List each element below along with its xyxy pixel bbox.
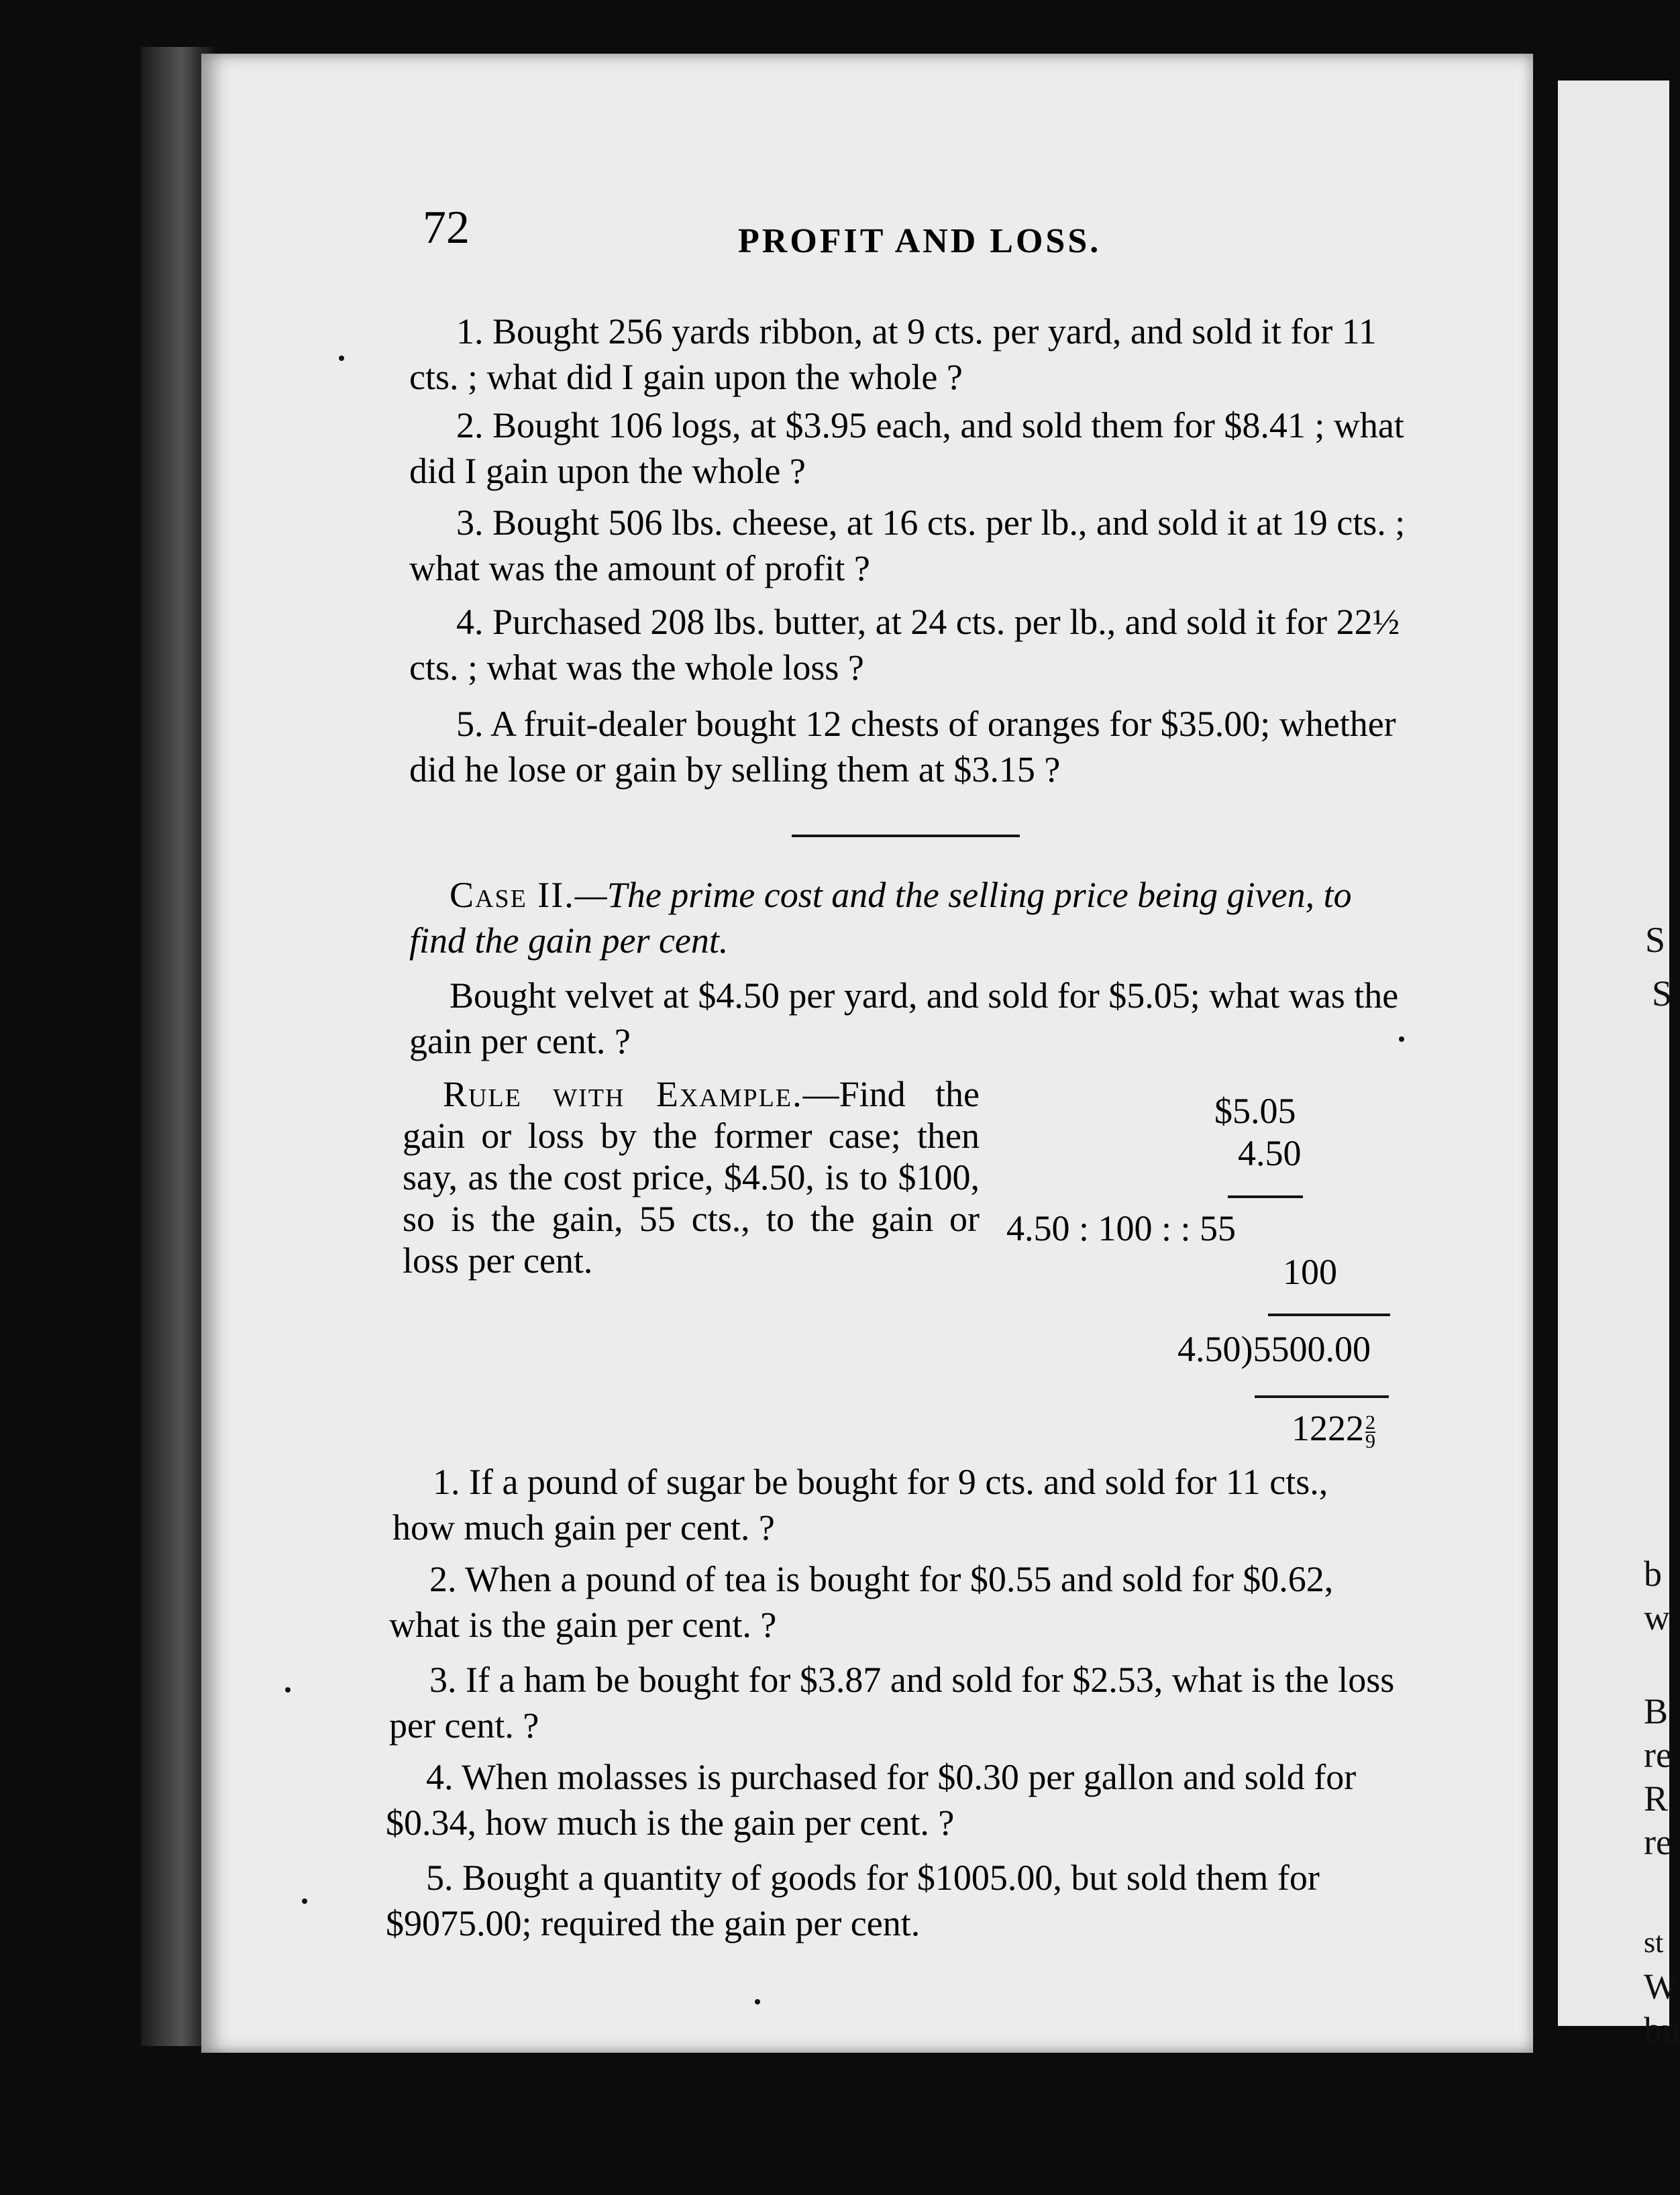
result-fraction	[1365, 1411, 1375, 1452]
division-result	[1292, 1407, 1375, 1450]
fraction-denominator: 9	[1365, 1430, 1375, 1452]
print-speck	[755, 1999, 760, 2004]
division-bar	[1255, 1395, 1389, 1398]
print-speck	[285, 1687, 291, 1693]
exercise-item: 5. A fruit-dealer bought 12 chests of oranges for $35.00; whether did he lose or gain by selling them at $3.15 ?	[409, 704, 1396, 790]
facing-page-fragment: B	[1644, 1691, 1669, 1731]
running-head: PROFIT AND LOSS.	[738, 222, 1102, 260]
case-heading	[409, 872, 1416, 963]
cost-price: 4.50	[1238, 1133, 1302, 1173]
multiplier: 100	[1283, 1252, 1337, 1292]
facing-page-fragment: R	[1644, 1778, 1669, 1819]
rule-label: Rule with Example.	[443, 1074, 803, 1114]
facing-page-fragment: st	[1644, 1926, 1664, 1959]
exercise-item: 3. If a ham be bought for $3.87 and sold for $2.53, what is the loss per cent. ?	[389, 1660, 1395, 1746]
page-number: 72	[423, 202, 470, 254]
result-whole: 1222	[1292, 1408, 1364, 1448]
case-label: Case II.	[450, 875, 575, 915]
exercise-item: 5. Bought a quantity of goods for $1005.00, but sold them for $9075.00; required the gain per cent.	[386, 1858, 1320, 1943]
facing-page-fragment: bu	[1644, 2010, 1680, 2050]
facing-page-fragment: re	[1644, 1822, 1672, 1862]
fraction-numerator: 2	[1365, 1411, 1375, 1434]
sell-price: $5.05	[1214, 1091, 1296, 1131]
facing-page-fragment: W	[1644, 1966, 1678, 2006]
multiplication-bar	[1268, 1314, 1390, 1316]
rule-paragraph	[403, 1073, 980, 1281]
exercise-item: 3. Bought 506 lbs. cheese, at 16 cts. per lb., and sold it at 19 cts. ; what was the amount of profit ?	[409, 502, 1406, 588]
exercise-item: 2. When a pound of tea is bought for $0.55 and sold for $0.62, what is the gain per cent. ?	[389, 1559, 1334, 1645]
exercise-item: 2. Bought 106 logs, at $3.95 each, and sold them for $8.41 ; what did I gain upon the whole ?	[409, 405, 1404, 491]
print-speck	[339, 356, 344, 361]
facing-page	[1558, 81, 1680, 2050]
print-speck	[1399, 1036, 1404, 1042]
example-question: Bought velvet at $4.50 per yard, and sold for $5.05; what was the gain per cent. ?	[409, 975, 1399, 1061]
case-description: —The prime cost and the selling price being given, to find the gain per cent.	[409, 875, 1352, 961]
long-division: 4.50)5500.00	[1177, 1329, 1371, 1369]
proportion: 4.50 : 100 : : 55	[1006, 1208, 1237, 1248]
section-divider	[792, 835, 1020, 837]
facing-page-fragment: S	[1652, 973, 1673, 1014]
exercise-item: 4. When molasses is purchased for $0.30 per gallon and sold for $0.34, how much is the gain per cent. ?	[386, 1757, 1357, 1843]
rule-text: —Find the gain or loss by the former case; then say, as the cost price, $4.50, is to $100, so is the gain, 55 cts., to the gain or loss per cent.	[403, 1074, 980, 1281]
subtraction-bar	[1228, 1195, 1303, 1198]
exercise-item: 1. If a pound of sugar be bought for 9 cts. and sold for 11 cts., how much gain per cent. ?	[392, 1462, 1328, 1548]
facing-page-fragment: S	[1645, 920, 1666, 960]
facing-page-fragment: w	[1644, 1597, 1670, 1638]
facing-page-fragment: b	[1644, 1554, 1662, 1594]
exercise-item: 4. Purchased 208 lbs. butter, at 24 cts. per lb., and sold it for 22½ cts. ; what was the whole loss ?	[409, 602, 1400, 688]
print-speck	[302, 1898, 307, 1904]
exercise-item: 1. Bought 256 yards ribbon, at 9 cts. per yard, and sold it for 11 cts. ; what did I gain upon the whole ?	[409, 311, 1377, 397]
facing-page-fragment: re	[1644, 1735, 1672, 1775]
